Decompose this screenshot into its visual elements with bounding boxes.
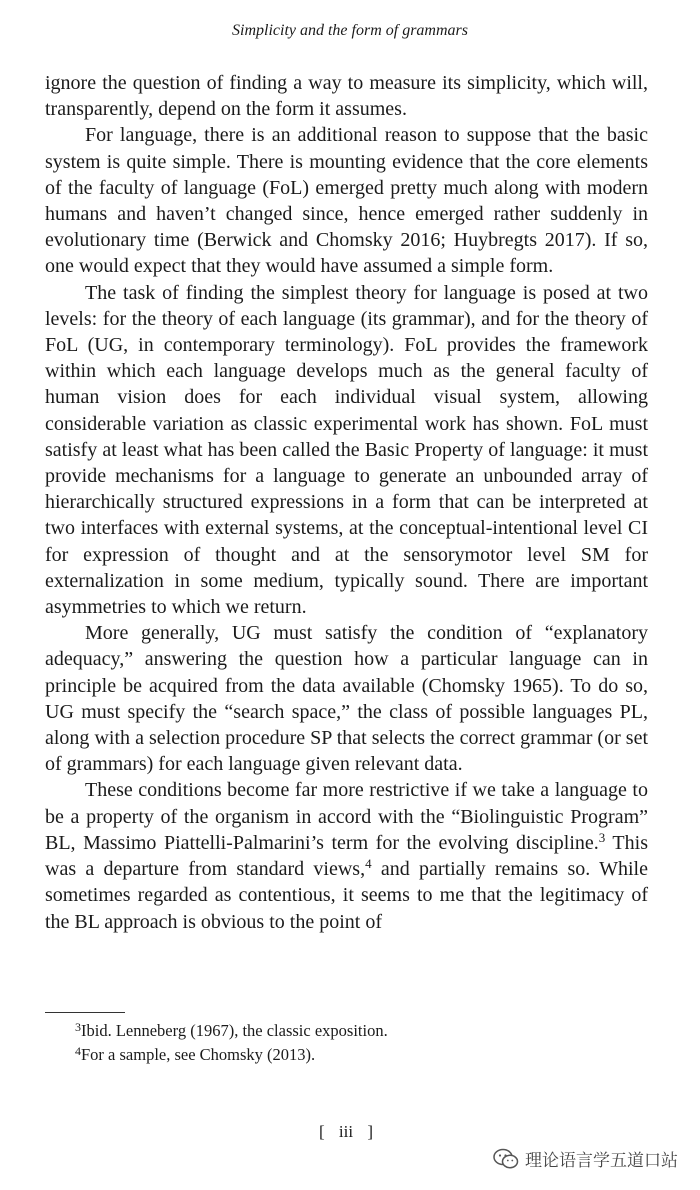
watermark <box>493 1146 678 1171</box>
footnote-3 <box>75 1019 655 1043</box>
running-head: Simplicity and the form of grammars <box>232 22 468 39</box>
paragraph-continued: ignore the question of finding a way to measure its simplicity, which will, transparently, depend on the form it assumes. <box>45 72 648 121</box>
footnote-text: For a sample, see Chomsky (2013). <box>81 1045 316 1064</box>
paragraph-text: These conditions become far more restrictive if we take a language to be a property of the organism in accord with the “Biolinguistic Program” BL, Massimo Piattelli-Palmarini’s term for the evolving discipline. <box>45 779 648 854</box>
footnote-number: 4 <box>75 1044 81 1058</box>
wechat-icon <box>493 1148 519 1170</box>
paragraph: For language, there is an additional reason to suppose that the basic system is quite simple. There is mounting evidence that the core elements of the faculty of language (FoL) emerged pretty much along with modern humans and haven’t changed since, hence emerged rather suddenly in evolutionary time (Berwick and Chomsky 2016; Huybregts 2017). If so, one would expect that they would have assumed a simple form. <box>45 124 648 278</box>
footnote-ref-3[interactable]: 3 <box>598 829 606 845</box>
footnote-4 <box>75 1043 655 1067</box>
footnote-ref-4[interactable]: 4 <box>365 856 372 872</box>
page-number: [ iii ] <box>319 1122 373 1141</box>
paragraph: The task of finding the simplest theory for language is posed at two levels: for the theory of each language (its grammar), and for the theory of FoL (UG, in contemporary terminology). FoL provides the framework within which each language develops much as the general faculty of human vision does for each individual visual system, allowing considerable variation as classic experimental work has shown. FoL must satisfy at least what has been called the Basic Property of language: it must provide mechanisms for a language to generate an unbounded array of hierarchically structured expressions in a form that can be interpreted at two interfaces with external systems, at the conceptual-intentional level CI for expression of thought and at the sensorymotor level SM for externalization in some medium, typically sound. There are important asymmetries to which we return. <box>45 281 648 619</box>
body-text <box>45 70 648 935</box>
footnote-rule <box>45 1012 125 1013</box>
footnote-number: 3 <box>75 1020 81 1034</box>
paragraph-with-notes <box>45 777 648 934</box>
footnotes <box>75 1019 655 1067</box>
paragraph: More generally, UG must satisfy the condition of “explanatory adequacy,” answering the question how a particular language can in principle be acquired from the data available (Chomsky 1965). To do so, UG must specify the “search space,” the class of possible languages PL, along with a selection procedure SP that selects the correct grammar (or set of grammars) for each language given relevant data. <box>45 622 648 776</box>
paragraph-text: This was a departure from standard views, <box>45 831 648 881</box>
footnote-text: Ibid. Lenneberg (1967), the classic exposition. <box>81 1021 388 1040</box>
watermark-text: 理论语言学五道口站 <box>525 1151 678 1171</box>
paragraph-text: and partially remains so. While sometimes regarded as contentious, it seems to me that the legitimacy of the BL approach is obvious to the point of <box>45 858 648 933</box>
